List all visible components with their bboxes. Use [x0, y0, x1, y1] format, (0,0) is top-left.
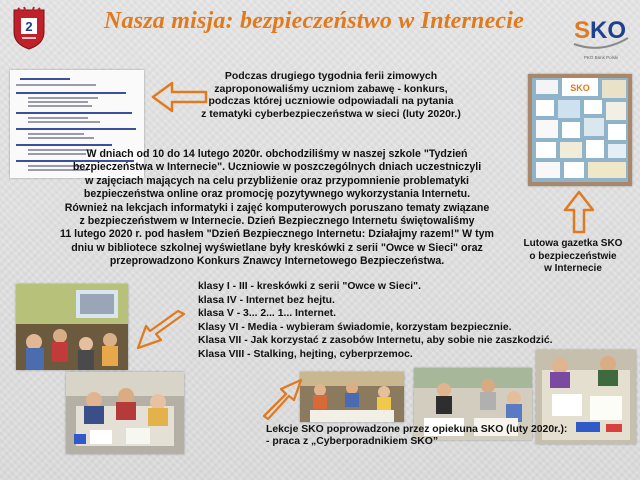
class-topics-list	[198, 280, 553, 362]
list-item: Klasy VI - Media - wybieram świadomie, korzystam bezpiecznie.	[198, 321, 512, 333]
safer-internet-week-description: W dniach od 10 do 14 lutego 2020r. obchodziliśmy w naszej szkole "Tydzień bezpieczeństwa w Internecie". Uczniowie w poszczególnych dniach uczestniczyli w zajęciach mających na celu przybliżenie oraz przypomnienie problematyki bezpieczeństwa online oraz promocję pozytywnego wykorzystania Internetu. Również na lekcjach informatyki i zajęć komputerowych poruszano tematy związane z bezpieczeństwem w Internecie. Dzień Bezpiecznego Internetu świętowaliśmy 11 lutego 2020 r. pod hasłem "Dzień Bezpiecznego Internetu: Działajmy razem!" W tym dniu w bibliotece szkolnej wyświetlane były kreskówki z serii "Owce w Sieci" oraz przeprowadzono Konkurs Znawcy Internetowego Bezpieczeństwa.	[60, 148, 494, 268]
list-item: klasy I - III - kreskówki z serii "Owce w Sieci".	[198, 281, 421, 292]
arrow-down-left-icon	[134, 308, 188, 352]
classroom-photo-2	[66, 372, 184, 454]
gazetka-caption: Lutowa gazetka SKO o bezpieczeństwie w Internecie	[523, 238, 623, 274]
classroom-photo-1	[16, 284, 128, 370]
sko-subtitle: PKO Bank Polski	[583, 55, 619, 60]
bulletin-board-photo	[528, 74, 632, 186]
arrow-up-right-icon	[258, 376, 304, 420]
page-title: Nasza misja: bezpieczeństwo w Internecie	[104, 8, 524, 34]
arrow-up-icon	[562, 190, 596, 234]
svg-text:SKO: SKO	[570, 83, 590, 93]
svg-text:S: S	[574, 17, 591, 44]
crest-number: 2	[25, 19, 33, 34]
list-item: Klasa VII - Jak korzystać z zasobów Internetu, aby sobie nie zaszkodzić.	[198, 335, 553, 347]
sko-lessons-caption: Lekcje SKO poprowadzone przez opiekuna SKO (luty 2020r.): - praca z „Cyberporadnikiem SKO”	[266, 424, 568, 447]
list-item: klasa IV - Internet bez hejtu.	[198, 294, 335, 306]
sko-lesson-photo-1	[300, 372, 404, 422]
sko-logo	[568, 8, 634, 66]
contest-description: Podczas drugiego tygodnia ferii zimowych zaproponowaliśmy uczniom zabawę - konkurs, podczas której uczniowie odpowiadali na pytania z tematyki cyberbezpieczeństwa w sieci (luty 2020r.)	[201, 70, 461, 120]
list-item: klasa V - 3... 2... 1... Internet.	[198, 308, 337, 320]
school-crest-logo	[12, 6, 46, 50]
svg-text:KO: KO	[590, 17, 626, 44]
list-item: Klasa VIII - Stalking, hejting, cyberprzemoc.	[198, 348, 413, 360]
